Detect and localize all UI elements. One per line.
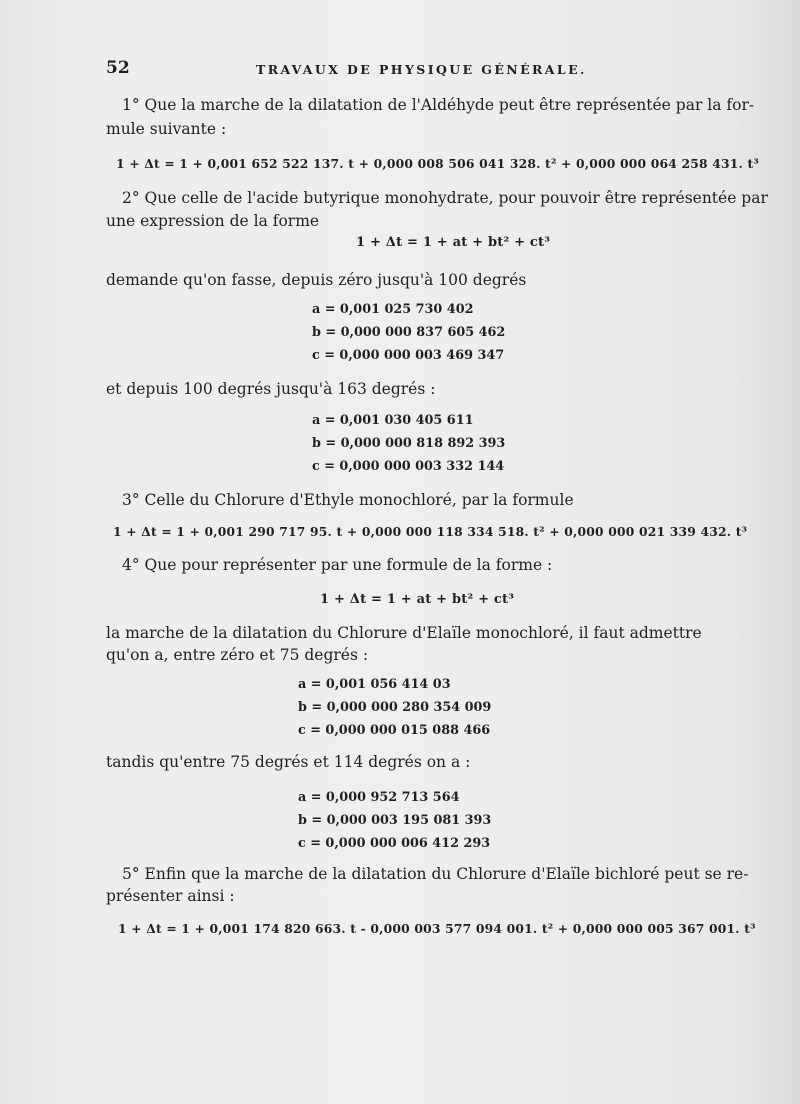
- page-number: 52: [106, 58, 130, 78]
- coefficient-b: b = 0,000 000 818 892 393: [312, 436, 506, 451]
- coefficient-b: b = 0,000 003 195 081 393: [298, 813, 492, 828]
- coefficient-c: c = 0,000 000 006 412 293: [298, 836, 491, 851]
- page-header: [0, 58, 800, 86]
- item1-line2: mule suivante :: [106, 120, 227, 138]
- coefficient-a: a = 0,000 952 713 564: [298, 790, 460, 805]
- item4-line1: 4° Que pour représenter par une formule de la forme :: [122, 556, 553, 574]
- item5-equation: 1 + Δt = 1 + 0,001 174 820 663. t - 0,000 003 577 094 001. t² + 0,000 000 005 367 001. t³: [118, 921, 756, 936]
- item4-coefficients-75-114: [298, 786, 491, 855]
- coefficient-b: b = 0,000 000 280 354 009: [298, 700, 492, 715]
- item1-equation: 1 + Δt = 1 + 0,001 652 522 137. t + 0,000 008 506 041 328. t² + 0,000 000 064 258 431. t³: [116, 156, 759, 171]
- item2-line2: une expression de la forme: [106, 212, 320, 230]
- coefficient-b: b = 0,000 000 837 605 462: [312, 325, 506, 340]
- item4-form: 1 + Δt = 1 + at + bt² + ct³: [320, 592, 515, 607]
- item5-line1: 5° Enfin que la marche de la dilatation du Chlorure d'Elaïle bichloré peut se re-: [122, 865, 749, 883]
- item5-line2: présenter ainsi :: [106, 887, 235, 905]
- item2-line1: 2° Que celle de l'acide butyrique monohydrate, pour pouvoir être représentée par: [122, 189, 768, 207]
- item2-coefficients-100-163: [312, 409, 505, 478]
- item4-line3: qu'on a, entre zéro et 75 degrés :: [106, 646, 369, 664]
- item4-line4: tandis qu'entre 75 degrés et 114 degrés on a :: [106, 753, 471, 771]
- running-head: TRAVAUX DE PHYSIQUE GÉNÉRALE.: [256, 62, 587, 77]
- item2-form: 1 + Δt = 1 + at + bt² + ct³: [356, 235, 551, 250]
- item2-line4: et depuis 100 degrés jusqu'à 163 degrés :: [106, 380, 436, 398]
- coefficient-c: c = 0,000 000 003 332 144: [312, 459, 505, 474]
- item3-line1: 3° Celle du Chlorure d'Ethyle monochloré, par la formule: [122, 491, 574, 509]
- item4-line2: la marche de la dilatation du Chlorure d'Elaïle monochloré, il faut admettre: [106, 624, 702, 642]
- item4-coefficients-0-75: [298, 673, 491, 742]
- coefficient-a: a = 0,001 030 405 611: [312, 413, 474, 428]
- coefficient-c: c = 0,000 000 003 469 347: [312, 348, 505, 363]
- item3-equation: 1 + Δt = 1 + 0,001 290 717 95. t + 0,000 000 118 334 518. t² + 0,000 000 021 339 432. t³: [113, 524, 748, 539]
- coefficient-a: a = 0,001 025 730 402: [312, 302, 474, 317]
- item1-line1: 1° Que la marche de la dilatation de l'Aldéhyde peut être représentée par la for-: [122, 96, 755, 114]
- item2-line3: demande qu'on fasse, depuis zéro jusqu'à 100 degrés: [106, 271, 527, 289]
- item2-coefficients-0-100: [312, 298, 505, 367]
- coefficient-c: c = 0,000 000 015 088 466: [298, 723, 491, 738]
- coefficient-a: a = 0,001 056 414 03: [298, 677, 451, 692]
